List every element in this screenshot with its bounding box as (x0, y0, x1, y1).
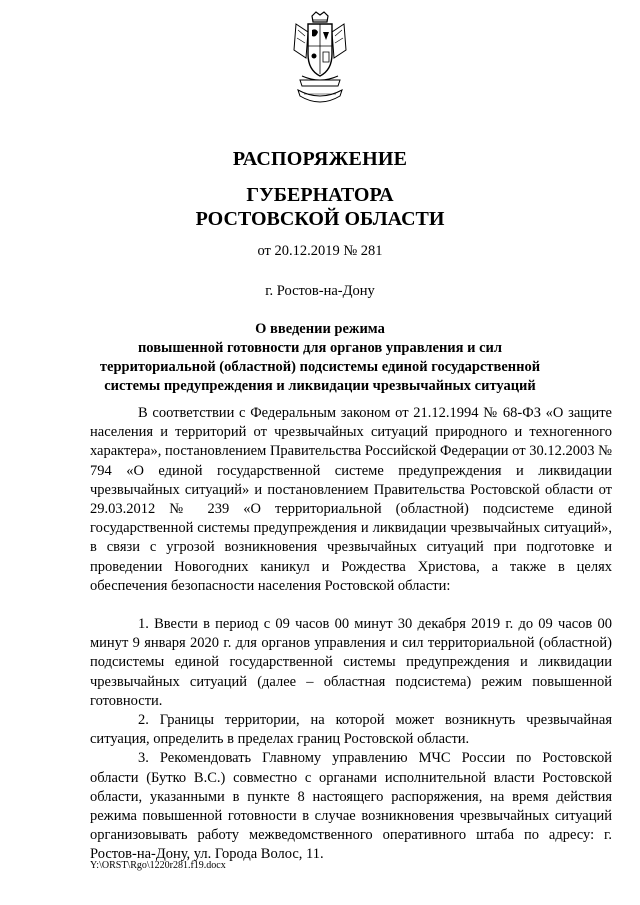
preamble-paragraph: В соответствии с Федеральным законом от 21.12.1994 № 68-ФЗ «О защите населения и территорий от чрезвычайных ситуаций природного и техногенного характера», постановлением Правительства Российской Федерации от 30.12.2003 № 794 «О единой государственной системе предупреждения и ликвидации чрезвычайных ситуаций» и постановлением Правительства Ростовской области от 29.03.2012 № 239 «О территориальной (областной) подсистеме единой государственной системы предупреждения и ликвидации чрезвычайных ситуаций», в связи с угрозой возникновения чрезвычайных ситуаций при подготовке и проведении Новогодних каникул и Рождества Христова, а также в целях обеспечения безопасности населения Ростовской области: (90, 405, 612, 594)
item-2-paragraph: 2. Границы территории, на которой может возникнуть чрезвычайная ситуация, определить в пределах границ Ростовской области. (90, 712, 612, 748)
file-path-footer: Y:\ORST\Rgo\1220r281.f19.docx (90, 860, 226, 871)
subject-line-3: территориальной (областной) подсистемы единой государственной (99, 359, 541, 375)
document-title: РАСПОРЯЖЕНИЕ (232, 148, 408, 170)
document-city: г. Ростов-на-Дону (265, 283, 375, 299)
subject-line-1: О введении режима (255, 321, 385, 337)
issuer-line-1: ГУБЕРНАТОРА (246, 184, 394, 206)
item-1-paragraph: 1. Ввести в период с 09 часов 00 минут 30 декабря 2019 г. до 09 часов 00 минут 9 января 2020 г. для органов управления и сил территориальной (областной) подсистемы единой государственной системы предупреждения и ликвидации чрезвычайных ситуаций (далее – областная подсистема) режим повышенной готовности. (90, 616, 612, 709)
document-date: от 20.12.2019 № 281 (257, 243, 383, 259)
issuer-line-2: РОСТОВСКОЙ ОБЛАСТИ (195, 208, 445, 230)
coat-of-arms-emblem (290, 10, 350, 110)
item-3-paragraph: 3. Рекомендовать Главному управлению МЧС России по Ростовской области (Бутко В.С.) совместно с органами исполнительной власти Ростовской области, указанными в пункте 8 настоящего распоряжения, на время действия режима повышенной готовности в случае возникновения чрезвычайных ситуаций организовывать работу межведомственного оперативного штаба по адресу: г. Ростов-на-Дону, ул. Города Волос, 11. (90, 750, 612, 863)
subject-line-4: системы предупреждения и ликвидации чрезвычайных ситуаций (104, 378, 536, 394)
subject-line-2: повышенной готовности для органов управления и сил (137, 340, 503, 356)
issuer-heading (0, 183, 640, 231)
document-body (90, 404, 612, 865)
document-subject (0, 320, 640, 396)
